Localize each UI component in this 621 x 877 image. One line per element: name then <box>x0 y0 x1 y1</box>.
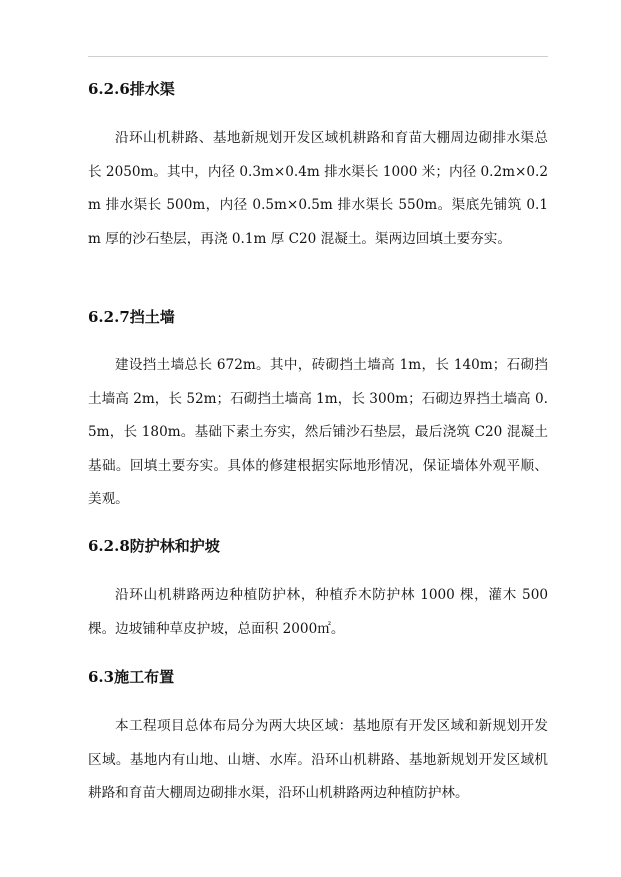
section-heading-6-2-8: 6.2.8防护林和护坡 <box>88 537 220 555</box>
section-heading-6-2-7: 6.2.7挡土墙 <box>88 308 175 326</box>
section-paragraph-6-3: 本工程项目总体布局分为两大块区域：基地原有开发区域和新规划开发区域。基地内有山地、山塘、水库。沿环山机耕路、基地新规划开发区域机耕路和育苗大棚周边砌排水渠，沿环山机耕路两边种植防护林。 <box>88 718 548 801</box>
section-heading-6-2-6: 6.2.6排水渠 <box>88 80 175 98</box>
section-paragraph-6-2-7: 建设挡土墙总长 672m。其中，砖砌挡土墙高 1m，长 140m；石砌挡土墙高 2m，长 52m；石砌挡土墙高 1m，长 300m；石砌边界挡土墙高 0.5m，长 180m。基础下素土夯实，然后铺沙石垫层，最后浇筑 C20 混凝土基础。回填土要夯实。具体的修建根据实际地形情况，保证墙体外观平顺、美观。 <box>88 357 548 507</box>
section-paragraph-6-2-8: 沿环山机耕路两边种植防护林，种植乔木防护林 1000 棵，灌木 500 棵。边坡铺种草皮护坡，总面积 2000㎡。 <box>88 587 548 637</box>
section-heading-6-3: 6.3施工布置 <box>88 668 175 686</box>
header-divider <box>88 56 548 57</box>
section-paragraph-6-2-6: 沿环山机耕路、基地新规划开发区域机耕路和育苗大棚周边砌排水渠总长 2050m。其中，内径 0.3m×0.4m 排水渠长 1000 米；内径 0.2m×0.2m 排水渠长 500m，内径 0.5m×0.5m 排水渠长 550m。渠底先铺筑 0.1m 厚的沙石垫层，再浇 0.1m 厚 C20 混凝土。渠两边回填土要夯实。 <box>88 130 548 247</box>
